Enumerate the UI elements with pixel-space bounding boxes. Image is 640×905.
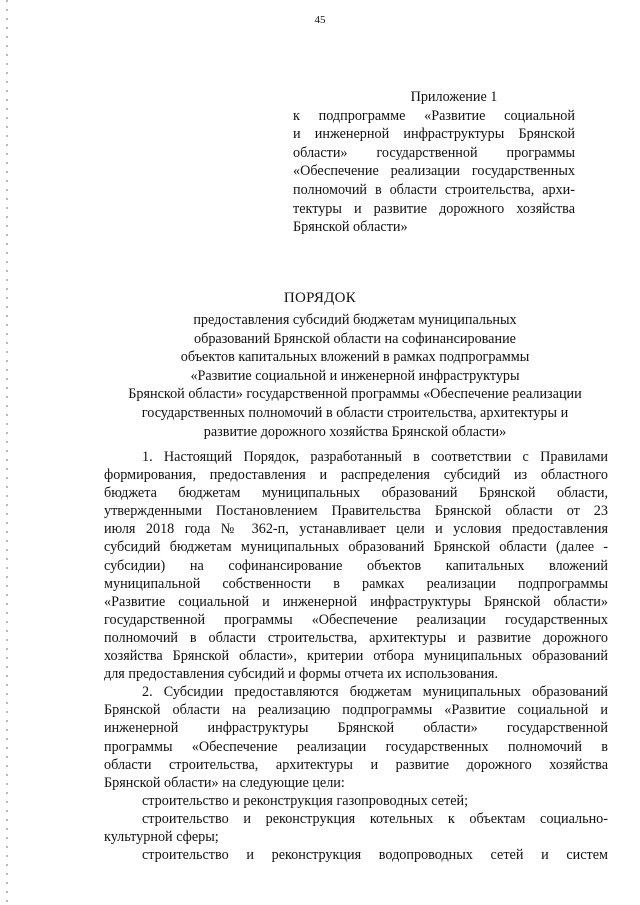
paragraph-1-line: полномочий в области строительства, архитектуры и развитие дорожного — [104, 629, 608, 646]
paragraph-2-line: инженерной инфраструктуры Брянской области» государственной — [104, 720, 608, 737]
appendix-line: и инженерной инфраструктуры Брянской — [293, 126, 575, 143]
document-subtitle — [100, 311, 610, 441]
paragraph-2-line: Брянской области на реализацию подпрограммы «Развитие социальной и — [104, 702, 608, 719]
appendix-line: Брянской области» — [293, 219, 408, 236]
subtitle-line: Брянской области» государственной программы «Обеспечение реализации — [128, 386, 582, 403]
appendix-title: Приложение 1 — [410, 89, 498, 105]
subtitle-line: развитие дорожного хозяйства Брянской области» — [203, 423, 507, 440]
paragraph-2-line: программы «Обеспечение реализации государственных полномочий в — [104, 738, 608, 755]
subtitle-line: «Развитие социальной и инженерной инфраструктуры — [190, 367, 520, 384]
appendix-line: области» государственной программы — [293, 144, 575, 161]
subtitle-line: государственных полномочий в области строительства, архитектуры и — [141, 404, 569, 421]
paragraph-1-line: «Развитие социальной и инженерной инфраструктуры Брянской области» — [104, 593, 608, 610]
paragraph-1-line: субсидии) на софинансирование объектов капитальных вложений — [104, 557, 608, 574]
paragraph-1-line: бюджета бюджетам муниципальных образований Брянской области, — [104, 485, 608, 502]
paragraph-2-line: 2. Субсидии предоставляются бюджетам муниципальных образований — [142, 684, 608, 701]
margin-dotted-line — [6, 0, 8, 905]
paragraph-1-line: 1. Настоящий Порядок, разработанный в соответствии с Правилами — [142, 449, 608, 465]
paragraph-2-line: области строительства, архитектуры и развитие дорожного хозяйства — [104, 756, 608, 773]
paragraph-1-line: июля 2018 года № 362-п, устанавливает цели и условия предоставления — [104, 521, 608, 538]
paragraph-2-line: Брянской области» на следующие цели: — [104, 774, 345, 791]
list-item-line: строительство и реконструкция водопроводных сетей и систем — [142, 847, 608, 864]
paragraph-1-line: для предоставления субсидий и формы отчета их использования. — [104, 666, 498, 683]
subtitle-line: объектов капитальных вложений в рамках подпрограммы — [180, 349, 530, 366]
paragraph-1-line: формирования, предоставления и распределения субсидий из областного — [104, 467, 608, 484]
paragraph-1-line: муниципальной собственности в рамках реализации подпрограммы — [104, 575, 608, 592]
appendix-line: полномочий в области строительства, архи- — [293, 181, 575, 198]
appendix-line: тектуры и развитие дорожного хозяйства — [293, 200, 575, 217]
list-item-line: строительство и реконструкция котельных к объектам социально- — [142, 810, 608, 827]
paragraph-1-line: субсидий бюджетам муниципальных образований Брянской области (далее - — [104, 539, 608, 556]
subtitle-line: предоставления субсидий бюджетам муниципальных — [193, 312, 517, 328]
page-number: 45 — [314, 14, 326, 26]
document-title: ПОРЯДОК — [283, 290, 357, 306]
paragraph-1-line: государственной программы «Обеспечение реализации государственных — [104, 611, 608, 628]
document-body — [104, 448, 608, 864]
list-item-line: культурной сферы; — [104, 828, 219, 845]
list-item-line: строительство и реконструкция газопроводных сетей; — [142, 792, 469, 809]
appendix-block — [293, 88, 575, 237]
appendix-line: к подпрограмме «Развитие социальной — [293, 107, 575, 124]
paragraph-1-line: утвержденными Постановлением Правительства Брянской области от 23 — [104, 503, 608, 520]
appendix-line: «Обеспечение реализации государственных — [293, 163, 575, 180]
paragraph-1-line: хозяйства Брянской области», критерии отбора муниципальных образований — [104, 648, 608, 665]
subtitle-line: образований Брянской области на софинансирование — [194, 330, 516, 347]
